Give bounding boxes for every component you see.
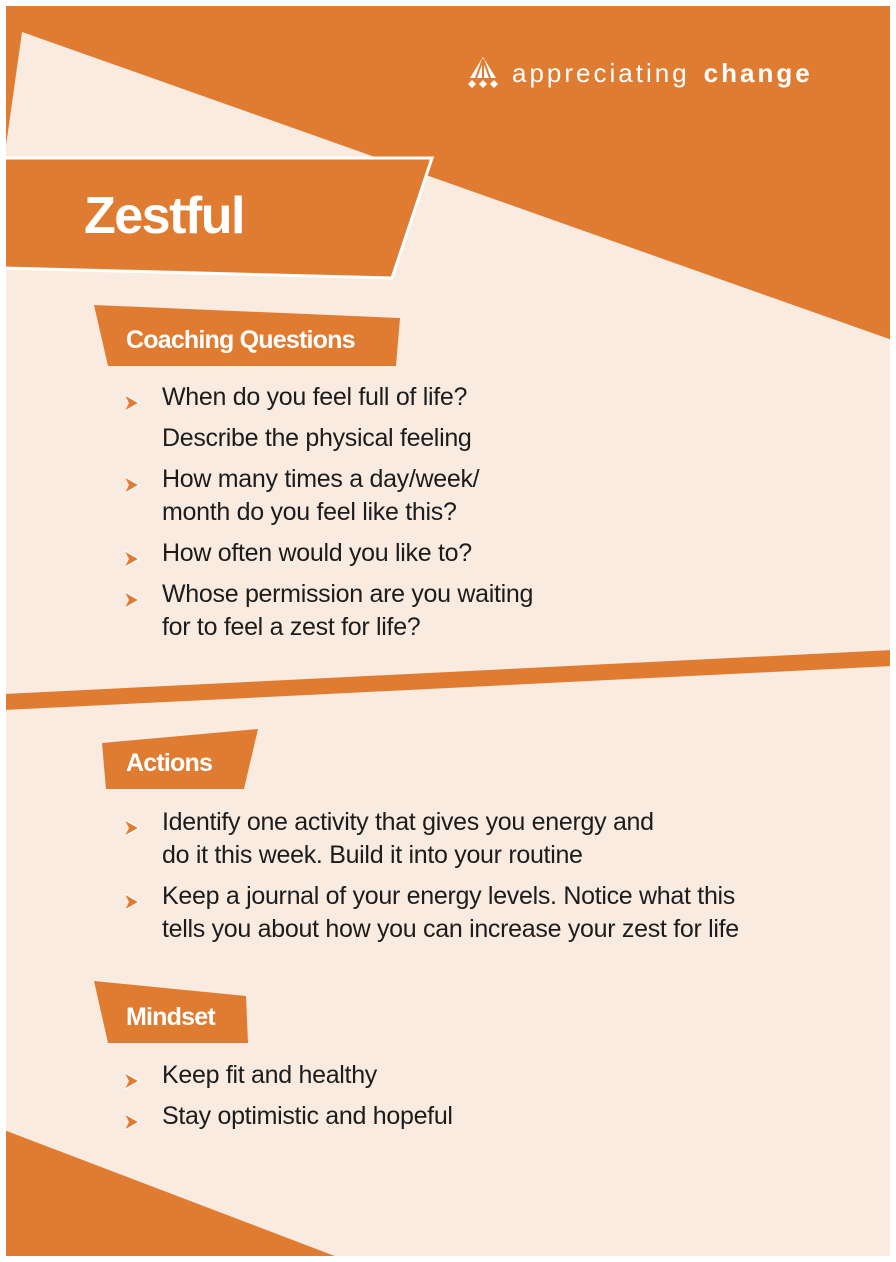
- mindset-list: [124, 1059, 453, 1141]
- brand-word-change: change: [703, 57, 813, 88]
- mindset-heading: Mindset: [126, 1003, 215, 1031]
- list-item-text: Describe the physical feeling: [162, 424, 472, 452]
- list-item-text: for to feel a zest for life?: [162, 613, 421, 641]
- arrow-bullet-icon: [124, 388, 140, 421]
- list-item-text: How many times a day/week/: [162, 465, 480, 493]
- list-item-text: tells you about how you can increase your zest for life: [162, 915, 739, 943]
- appreciating-change-logo-icon: [466, 56, 500, 90]
- list-item: [124, 381, 533, 455]
- coaching-questions-heading: Coaching Questions: [126, 326, 355, 354]
- list-item: [124, 880, 739, 946]
- list-item: [124, 1100, 453, 1133]
- arrow-bullet-icon: [124, 585, 140, 618]
- arrow-bullet-icon: [124, 887, 140, 920]
- arrow-bullet-icon: [124, 813, 140, 846]
- actions-heading: Actions: [126, 749, 213, 777]
- arrow-bullet-icon: [124, 470, 140, 503]
- list-item: [124, 1059, 453, 1092]
- actions-list: [124, 806, 739, 954]
- list-item-text: Whose permission are you waiting: [162, 580, 534, 608]
- list-item: [124, 806, 739, 872]
- coaching-questions-list: [124, 381, 533, 652]
- list-item-text: do it this week. Build it into your routine: [162, 841, 583, 869]
- list-item: [124, 537, 533, 570]
- list-item-text: Keep a journal of your energy levels. Notice what this: [162, 882, 736, 910]
- list-item-text: When do you feel full of life?: [162, 383, 468, 411]
- list-item: [124, 578, 533, 644]
- list-item-text: How often would you like to?: [162, 539, 472, 567]
- brand-word-appreciating: appreciating: [512, 57, 690, 88]
- list-item-text: Stay optimistic and hopeful: [162, 1102, 453, 1130]
- brand-logo: [466, 56, 813, 90]
- card-title: Zestful: [84, 187, 244, 245]
- arrow-bullet-icon: [124, 544, 140, 577]
- list-item-text: Keep fit and healthy: [162, 1061, 377, 1089]
- list-item-text: month do you feel like this?: [162, 498, 457, 526]
- arrow-bullet-icon: [124, 1066, 140, 1099]
- list-item: [124, 463, 533, 529]
- list-item-text: Identify one activity that gives you energy and: [162, 808, 654, 836]
- arrow-bullet-icon: [124, 1107, 140, 1140]
